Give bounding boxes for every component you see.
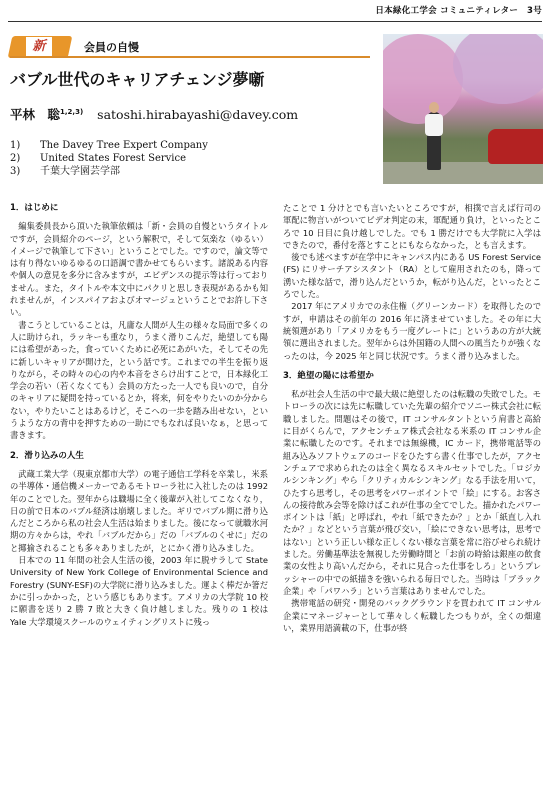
section-heading: 3．絶望の陽には希望か [283, 370, 374, 381]
author-affiliation-marks: 1,2,3) [60, 107, 84, 116]
body-paragraph: 編集委員長から頂いた執筆依頼は「新・会員の自慢というタイトルですが，会員紹介のページ，という解釈で，そして気楽な（ゆるい）イメージで執筆して下さい」ということでした。ですので，論文等では有り得ないゆるゆるの口語調で書かせてもらいます。諸説ある内容や個人の意見を多分に含みますが，エビデンスの提示等は行っておりません。また，タイトルや本文中にパクリと思しき表現があるかも知れませんが，インスパイアおよびオマージュということでお許し下さい。 [10, 221, 268, 318]
section-badge: 新 [26, 37, 52, 57]
body-paragraph: 携帯電話の研究・開発のバックグラウンドを買われて IT コンサル企業にマネージャーとして華々しく転職したつもりが，全くの畑違い，業界用語満載の下，仕事が終 [283, 598, 541, 633]
affiliation-item: 3) 千葉大学園芸学部 [10, 166, 120, 177]
author-line [10, 105, 298, 123]
author-photo [383, 34, 543, 184]
header-rule [8, 21, 542, 22]
affiliation-item: 1) The Davey Tree Expert Company [10, 140, 208, 151]
body-paragraph: 後でも述べますが在学中にキャンパス内にある US Forest Service (FS) にリサーチアシスタント（RA）として雇用されたのも，降って湧いた様な話で，滑り込んだというか，転がり込んだ，といったところでした。 [283, 252, 541, 300]
body-paragraph: たことで 1 分けとでも言いたいところですが，相撲で言えば行司の軍配に物言いがついてビデオ判定の末，軍配通り負け，といったところで 10 日目に負け越しでした。でも 1 勝だけでも大学院に入学はできたので，番付を落とすことにもならなかった，とも言えます。 [283, 203, 541, 250]
section-label: 会員の自慢 [84, 41, 139, 54]
affiliation-item: 2) United States Forest Service [10, 153, 187, 164]
body-column-right [283, 202, 541, 634]
body-paragraph: 2017 年にアメリカでの永住権（グリーンカード）を取得したのですが，申請はその前年の 2016 年に済ませていました。その年に大統領選があり「アメリカをもう一度グレートに」というあの方が大統領に選出されました。翌年からは外国籍の人間への風当たりが強くなったのは，今 2025 年と同じ状況です。うまく滑り込みました。 [283, 301, 541, 361]
article-title: バブル世代のキャリアチェンジ夢噺 [10, 70, 265, 89]
cherry-tree-shape [383, 34, 463, 124]
body-paragraph: 武蔵工業大学（現東京都市大学）の電子通信工学科を卒業し，米系の半導体・通信機メーカーであるモトローラ社に入社したのは 1992 年のことでした。翌年からは職場に全く後輩が入社してこなくなり，日の前で日本のバブル経済は崩壊しました。ギリでバブル期に滑り込んだところから私の社会人生活は始まりました。後になって就職氷河期の方々からは，やれ「バブルだから」だの「バブルのくせに」だのと揶揄されることも多々ありましたが，とにかく滑り込みました。 [10, 468, 268, 553]
body-paragraph: 私が社会人生活の中で最大級に絶望したのは転職の失敗でした。モトローラの次には先に転職していた先輩の紹介でソニー株式会社に転職しました。問題はその後で，IT コンサルタントという肩書と高給に目がくらんで，アクセンチュア株式会社なる米系の IT コンサル企業に転職したのです。それまでは無線機，IC カード，携帯電話等の組み込みソフトウェアのコードをひたすら書く仕事でしたが，アクセンチュアで求められたのは全く異なるスキルセットでした。「ロジカルシンキング」やら「クリティカルシンキング」なる手法を用いて，ひたすら思考し，その思考をパワーポイントで「絵」にする。お客さんの接待飲み会等を除けばこれが仕事の全てでした。描かれたパワーポイントは「紙」と呼ばれ，やれ「紙できたか？」とか「紙直し入れたか？」などという言葉が飛び交い，「絵にできない思考は，思考ではない」という正しい様な正しくない様な言葉を常に浴びせられ続けました。労働基準法を無視した労働時間と「お前の時給は銀座の飲食業の女性より高いんだから，それに見合った仕事をしろ」というプレッシャーの中での紙描きを強いられる毎日でした。当時は「ブラック企業」や「パワハラ」という言葉はありませんでした。 [283, 389, 541, 596]
section-underline [10, 56, 370, 58]
cherry-tree-shape [453, 34, 543, 104]
person-head-shape [429, 102, 439, 113]
newsletter-header: 日本緑化工学会 コミュニティレター 3号 [375, 6, 542, 16]
section-title-bar [10, 36, 370, 58]
author-email[interactable]: satoshi.hirabayashi@davey.com [97, 107, 299, 122]
affiliation-list [10, 139, 208, 178]
body-paragraph: 日本での 11 年間の社会人生活の後，2003 年に脱サラして State University of New York College of Environmental Science and Forestry (SUNY-ESF)の大学院に滑り込みました。運よく棒だか箸だかに引っかかった，という感じもあります。アメリカの大学院 10 校に願書を送り 2 勝 7 敗と大きく負け越しました。残りの 1 校は Yale 大学環境スクールのウェイティングリストに残っ [10, 555, 268, 627]
road-shape [383, 162, 543, 184]
person-shirt-shape [425, 114, 443, 136]
section-heading: 1．はじめに [10, 203, 59, 213]
car-shape [488, 129, 543, 164]
section-heading: 2．滑り込みの人生 [10, 450, 84, 461]
author-name: 平林 聡 [10, 107, 61, 122]
body-column-left [10, 202, 268, 628]
body-paragraph: 書こうとしていることは，凡庸な人間が人生の様々な局面で多くの人に助けられ，ラッキーも重なり，うまく滑りこんだ，絶望しても陽には希望があった，食っていくために必死にあがいた，そしてその先に新しいキャリアが開けた，という話です。これまでの半生を振り返りながら，その時々の心の内や本音をさらけ出すことで，日本緑化工学会の若い（若くなくても）会員の方たった一人でも良いので，自分のキャリアに疑問を持っているとか，将来，何をやりたいのか分からない，やりたいことはあるけど，そこへの一歩を踏み出せない，というような方の背中を押すための一助にでもなれば良いなぁ，と思って書きます。 [10, 319, 268, 441]
